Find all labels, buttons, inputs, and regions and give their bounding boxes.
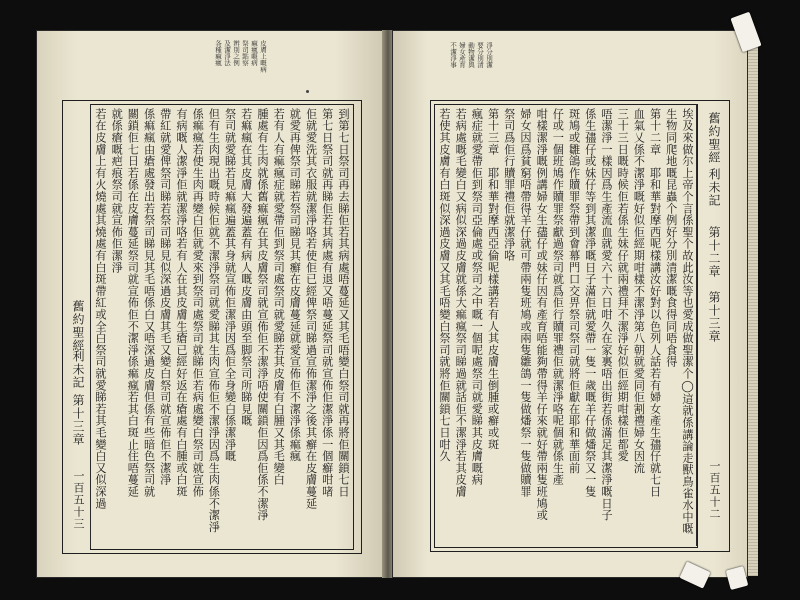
left-header-chapter: 第十三章 bbox=[71, 394, 85, 446]
text-column: 係痲瘋由瘡處發出若祭司睇見其毛唔係白又唔深過皮膚但係有些暗色祭司就 bbox=[142, 108, 156, 498]
text-column: 佢就愛洗其衣服就潔淨咯若使佢已經俾祭司睇過宣佈潔淨之後其癬在皮膚蔓延 bbox=[304, 108, 318, 510]
text-column: 仔或一個班鳩作贖罪祭獻過祭司就爲佢行贖罪禮佢就潔淨咯呢個就係生產 bbox=[551, 108, 565, 486]
page-edges bbox=[748, 36, 758, 576]
text-column: 瘋症就愛帶佢到祭司亞倫處或祭司之中嘅一個呢處祭司就愛睇其皮膚嘅病 bbox=[470, 108, 484, 486]
text-column: 就愛再俾祭司睇若祭司睇見其癬在皮膚蔓延就愛宣佈佢不潔淨係痲瘋 bbox=[288, 108, 302, 462]
margin-note: 動物潔與 bbox=[467, 42, 475, 68]
open-book bbox=[36, 30, 748, 578]
left-page-number: 一百五十三 bbox=[72, 470, 85, 530]
left-header-book-name: 利未記 bbox=[71, 350, 85, 389]
text-column: 三十三日嘅時候佢若係生妹仔就兩禮拜不潔淨好似佢經期咁樣佢都愛 bbox=[616, 108, 630, 462]
right-header-title: 舊約聖經 bbox=[707, 112, 721, 164]
text-column: 若有人有痲瘋症就愛帶佢到祭司處祭司就愛睇若其皮膚有白腫又其毛變白 bbox=[272, 108, 286, 486]
text-column: 但有生肉現出嘅時候佢就不潔淨祭司就愛睇其生肉宣佈佢不潔淨因爲生肉係不潔淨 bbox=[207, 108, 221, 533]
text-column: 第七日祭司就再睇佢若其病處有退又唔蔓延祭司就宣佈佢潔淨係一個癬咁啫 bbox=[320, 108, 334, 498]
left-header-title: 舊約聖經 bbox=[71, 300, 85, 352]
margin-note: 痲瘋嘅病 bbox=[250, 40, 258, 66]
right-header-rule bbox=[696, 104, 697, 546]
text-column: 第十三章 耶和華對摩西亞倫呢樣講若有人其皮膚生倒腫或癬或斑 bbox=[486, 108, 500, 451]
text-column: 祭司爲佢行贖罪禮佢就潔淨咯 bbox=[502, 108, 516, 262]
text-column: 腫處有生肉就係舊痲瘋在其皮膚祭司就宣佈佢不潔淨唔使關鎖佢因爲佢係不潔淨 bbox=[255, 108, 269, 521]
margin-note: 祭司點察 bbox=[241, 40, 249, 66]
text-column: 祭司就愛睇若見痲瘋遍蓋其身就宣佈佢潔淨因爲佢全身變白係潔淨嘅 bbox=[223, 108, 237, 462]
text-column: 帶紅就愛俾祭司睇若祭司睇見似深過皮膚其毛又變白祭司就宣佈佢不潔淨 bbox=[158, 108, 172, 486]
text-column: 生物同爬地嘅昆蟲个例好分別清潔嘅食得同唔食得 bbox=[664, 108, 678, 368]
right-header-book-name: 利未記 bbox=[707, 168, 721, 207]
text-column: 婦女因爲貧窮唔帶得羊仔就可帶兩隻班鳩或兩隻雛鴿一隻做燔祭一隻做贖罪 bbox=[518, 108, 532, 498]
right-page-number: 一百五十二 bbox=[708, 460, 721, 520]
margin-note: 皮膚上嘅病 bbox=[259, 40, 267, 73]
text-column: 就係瘡嘅疤痕祭司就宣佈佢潔淨 bbox=[110, 108, 124, 274]
text-column: 唔潔淨一樣因爲生產流血就愛六十六日咁久在家裏唔出街若係滿足其潔淨嘅日子 bbox=[599, 108, 613, 521]
margin-note: 各種痲瘋 bbox=[214, 40, 222, 66]
margin-note: 及潔淨法 bbox=[223, 40, 231, 66]
margin-note: 婦女產育 bbox=[458, 42, 466, 68]
text-column: 埃及來做尔上帝个言係聖个故此汝等也愛成做聖潔个◯這就係講論走獸鳥雀水中嘅 bbox=[680, 108, 694, 535]
margin-note: 辨別之例 bbox=[232, 40, 240, 66]
text-column: 第十二章 耶和華對摩西呢樣講汝好對以色列人話若有婦女產生孻仔就七日 bbox=[648, 108, 662, 498]
text-column: 血氣乂係不潔淨嘅好似佢經期咁樣不潔淨第八朝就愛同佢割禮婦女因流 bbox=[632, 108, 646, 474]
text-column: 若在皮膚上有火燒處其燒處有白斑帶紅或全白祭司就愛睇若其毛變白又似深過 bbox=[93, 108, 107, 510]
text-column: 係痲瘋若使生肉再變白佢就愛來到祭司處祭司就睇佢若病處變白祭司就宣佈 bbox=[191, 108, 205, 498]
text-column: 若痲瘋在其皮膚大發遍蓋有病人嘅皮膚由頭至脚祭司所睇見嘅 bbox=[239, 108, 253, 427]
text-column: 咁樣潔淨嘅例講婦女生孻仔或妹仔因有產育唔能夠帶得羊仔來就好帶兩隻班鳩或 bbox=[535, 108, 549, 521]
text-column: 斑鳩或雛鴿作贖罪祭帶到會幕門口交畀祭司祭司就將佢獻在耶和華面前 bbox=[567, 108, 581, 474]
left-page-dot bbox=[306, 90, 309, 93]
margin-note: 不潔淨事 bbox=[449, 42, 457, 68]
right-header-chapter: 第十二章 第十三章 bbox=[707, 226, 721, 343]
text-column: 若病處嘅毛變白又病似深過皮膚就係大痲瘋祭司睇過就話佢不潔淨若其皮膚 bbox=[454, 108, 468, 498]
text-column: 有病嘅人潔淨佢就潔淨咯若有人在其皮膚生瘡已經好返在瘡處有白腫或白斑 bbox=[174, 108, 188, 498]
left-page bbox=[36, 30, 384, 578]
margin-note: 淨分別潔 bbox=[485, 42, 493, 68]
margin-note: 要分別清 bbox=[476, 42, 484, 68]
text-column: 係生孻仔或妹仔等到其潔淨嘅日子滿佢就愛帶一隻一歲嘅羊仔做燔祭又一隻 bbox=[583, 108, 597, 498]
right-page bbox=[392, 30, 748, 578]
text-column: 到第七日祭司再去睇佢若其病處唔蔓延又其毛唔變白祭司就再將佢關鎖七日 bbox=[336, 108, 350, 498]
text-column: 若使其皮膚有白斑似深過皮膚又其毛唔變白祭司就將佢關鎖七日咁久 bbox=[437, 108, 451, 462]
text-column: 關鎖佢七日若係在皮膚蔓延祭司就宣佈佢不潔淨係痲瘋若其白斑止住唔蔓延 bbox=[126, 108, 140, 498]
